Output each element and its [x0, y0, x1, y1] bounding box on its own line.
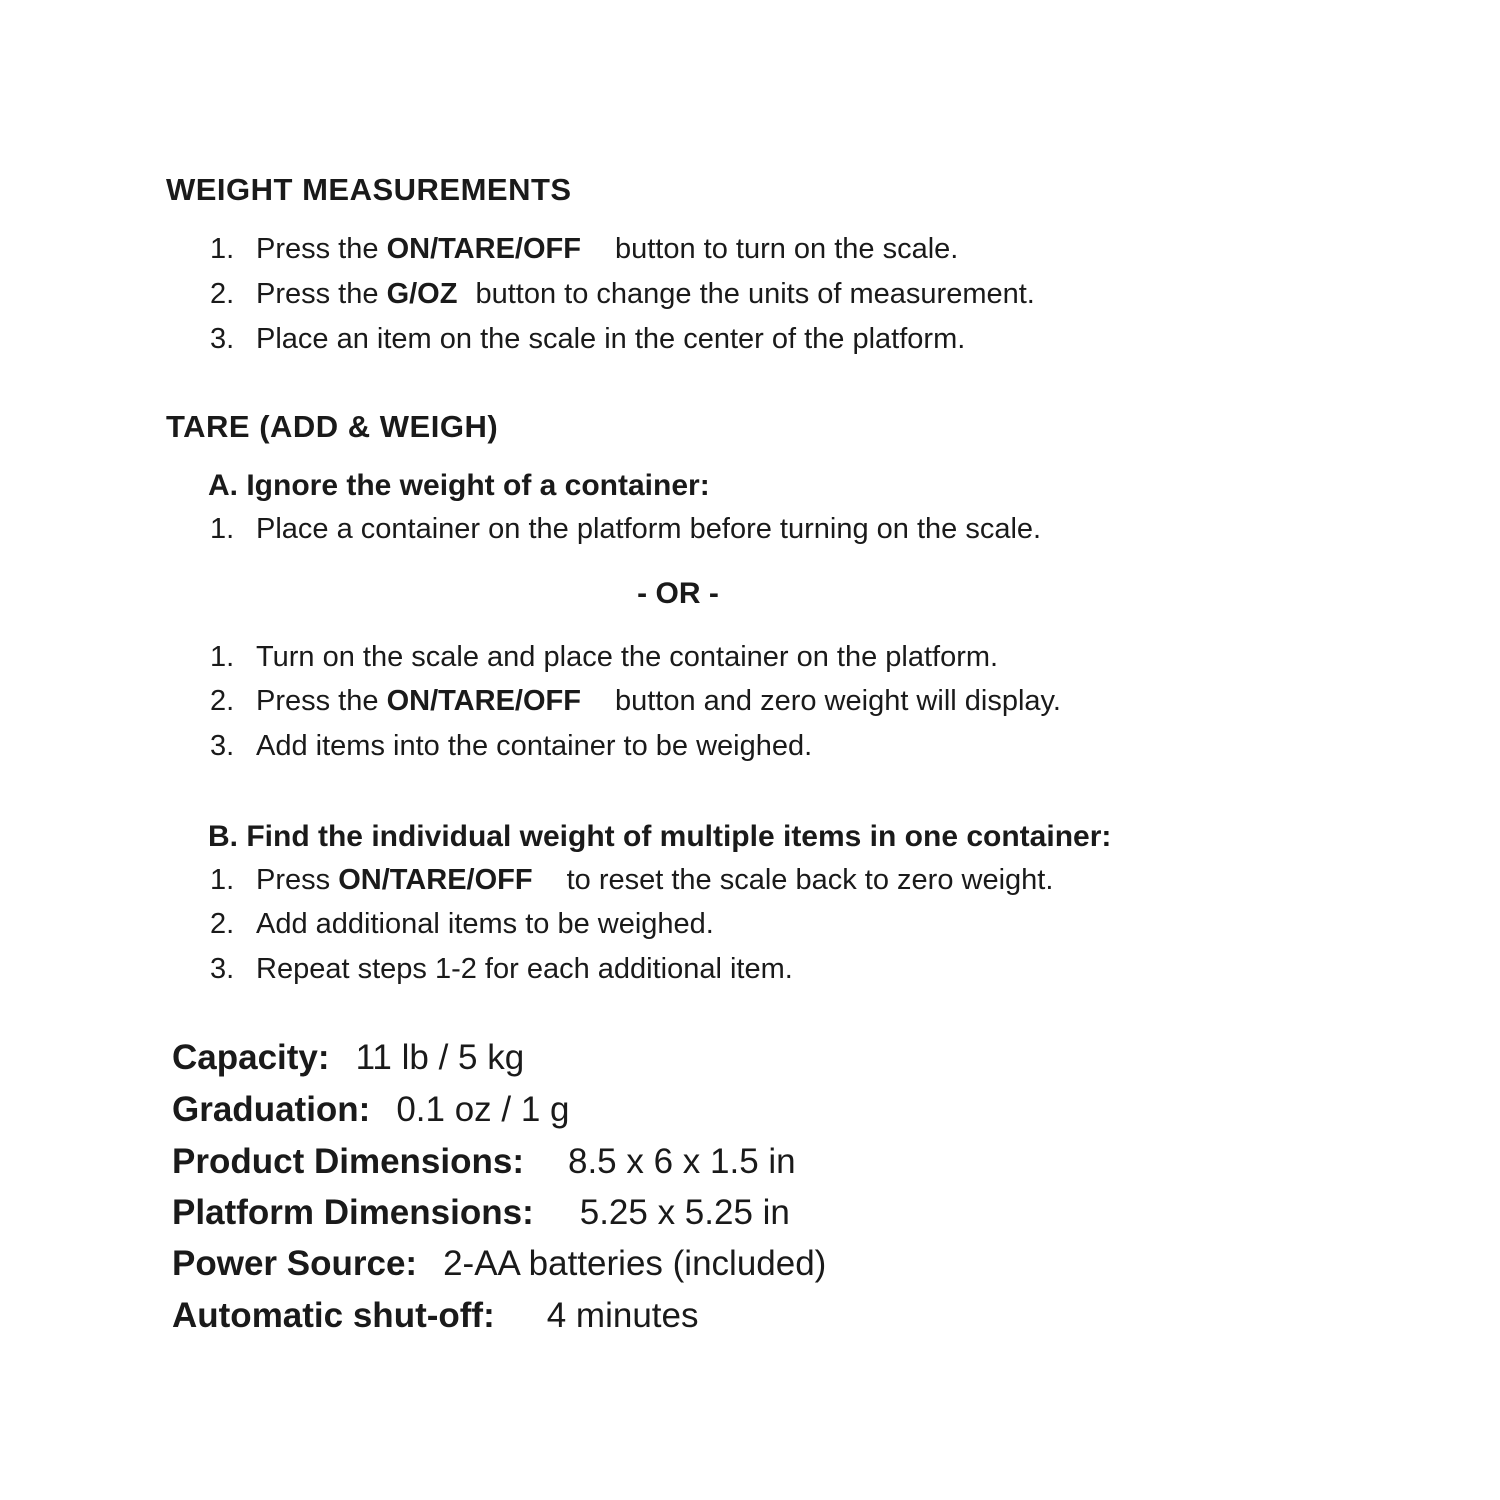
step-text: Add additional items to be weighed.: [256, 908, 714, 940]
spec-value: 5.25 x 5.25 in: [579, 1193, 790, 1232]
weight-step-3: [210, 323, 965, 356]
tare-b-step-2: [210, 908, 714, 941]
step-number: 3.: [210, 730, 235, 762]
step-number: 3.: [210, 953, 235, 985]
step-number: 1.: [210, 513, 235, 545]
spec-value: 2-AA batteries (included): [443, 1244, 827, 1283]
tare-alt-step-1: [210, 641, 998, 674]
step-text: Press: [256, 864, 339, 896]
spec-value: 4 minutes: [546, 1296, 699, 1335]
tare-alt-step-3: [210, 730, 812, 763]
step-text: Press the: [256, 233, 387, 265]
tare-b-step-3: [210, 953, 793, 986]
weight-measurements-heading: WEIGHT MEASUREMENTS: [166, 172, 572, 207]
spec-label: Capacity:: [172, 1038, 330, 1077]
step-text: Press the: [256, 278, 387, 310]
tare-heading: TARE (ADD & WEIGH): [166, 409, 499, 444]
button-name: ON/TARE/OFF: [338, 864, 533, 896]
step-text: Place an item on the scale in the center of the platform.: [256, 323, 966, 355]
step-number: 2.: [210, 278, 235, 310]
step-number: 2.: [210, 685, 235, 717]
spec-label: Automatic shut-off:: [172, 1296, 495, 1335]
button-name: ON/TARE/OFF: [386, 685, 581, 717]
weight-step-2: [210, 278, 1035, 311]
button-name: G/OZ: [386, 278, 458, 310]
step-text: Add items into the container to be weighed.: [256, 730, 813, 762]
weight-step-1: [210, 233, 958, 266]
step-text: Repeat steps 1-2 for each additional item.: [256, 953, 793, 985]
spec-power-source: [172, 1244, 826, 1284]
tare-a-step-1: [210, 513, 1041, 546]
spec-graduation: [172, 1090, 570, 1130]
step-number: 3.: [210, 323, 235, 355]
spec-label: Power Source:: [172, 1244, 418, 1283]
step-text: Place a container on the platform before turning on the scale.: [256, 513, 1042, 545]
step-text: to reset the scale back to zero weight.: [566, 864, 1054, 896]
button-name: ON/TARE/OFF: [386, 233, 581, 265]
step-text: Turn on the scale and place the container on the platform.: [256, 641, 999, 673]
spec-value: 11 lb / 5 kg: [355, 1038, 525, 1077]
step-number: 1.: [210, 864, 235, 896]
tare-alt-step-2: [210, 685, 1061, 718]
spec-value: 0.1 oz / 1 g: [396, 1090, 570, 1129]
spec-label: Product Dimensions:: [172, 1142, 524, 1181]
step-text: button and zero weight will display.: [614, 685, 1061, 717]
tare-a-heading: A. Ignore the weight of a container:: [208, 469, 710, 502]
step-text: button to turn on the scale.: [614, 233, 959, 265]
spec-label: Graduation:: [172, 1090, 371, 1129]
step-text: button to change the units of measurement.: [475, 278, 1035, 310]
spec-product-dimensions: [172, 1142, 796, 1182]
step-number: 2.: [210, 908, 235, 940]
tare-b-step-1: [210, 864, 1053, 897]
spec-platform-dimensions: [172, 1193, 790, 1233]
spec-label: Platform Dimensions:: [172, 1193, 534, 1232]
spec-capacity: [172, 1038, 524, 1078]
spec-value: 8.5 x 6 x 1.5 in: [567, 1142, 796, 1181]
tare-b-heading: B. Find the individual weight of multiple items in one container:: [208, 820, 1112, 853]
step-number: 1.: [210, 641, 235, 673]
spec-auto-shutoff: [172, 1296, 698, 1336]
step-text: Press the: [256, 685, 387, 717]
step-number: 1.: [210, 233, 235, 265]
or-divider: - OR -: [637, 577, 719, 610]
